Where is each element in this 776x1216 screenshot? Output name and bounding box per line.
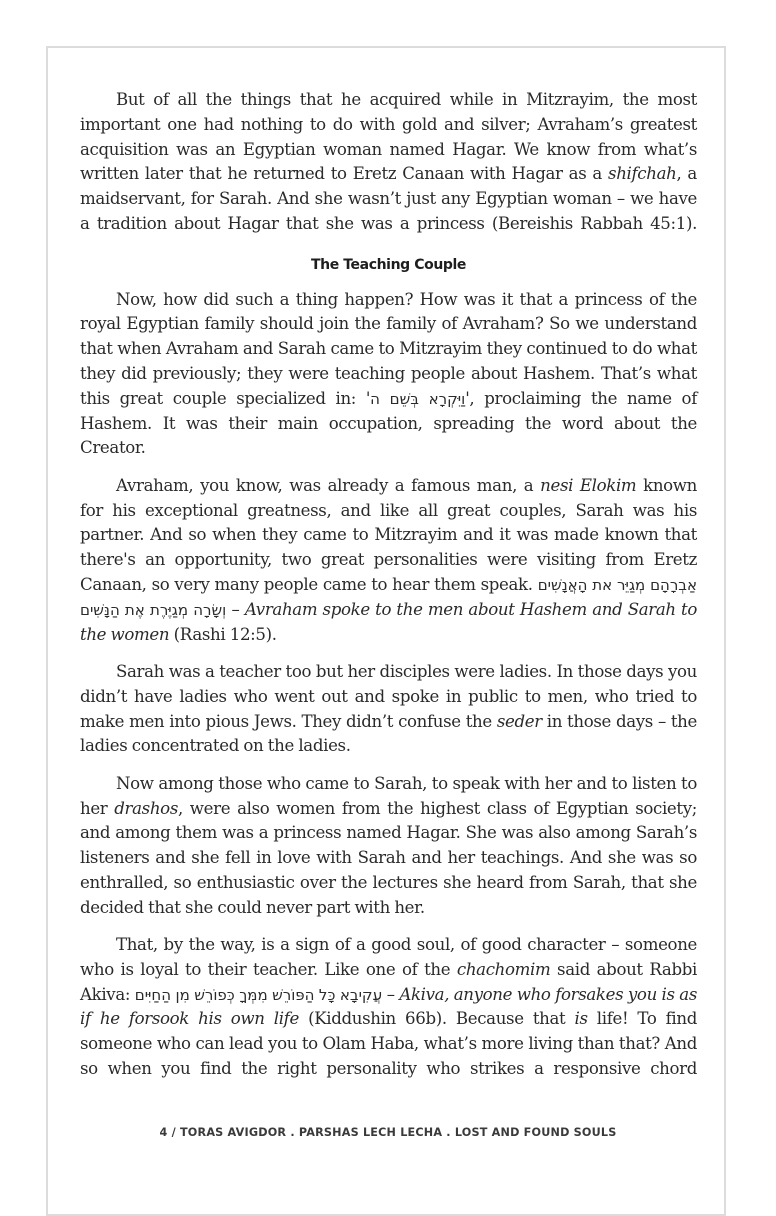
paragraph [80, 474, 697, 648]
text-run: in those days – the ladies concentrated on the ladies. [80, 711, 697, 756]
text-run: Now, how did such a thing happen? How was it that a princess of the royal Egyptian family should join the family of Avraham? So we understand that when Avraham and Sarah came to Mitzrayim they continued to do what they did previously; they were teaching people about Hashem. That’s what this great couple specialized in: ' [80, 289, 697, 408]
text-run: Sarah was a teacher too but her disciples were ladies. In those days you didn’t have ladies who went out and spoke in public to men, who tried to make men into pious Jews. They didn’t confuse the [80, 661, 697, 731]
paragraph [80, 772, 697, 921]
text-run: – [226, 599, 245, 619]
text-run: , were also women from the highest class of Egyptian society; and among them was a princess named Hagar. She was also among Sarah’s listeners and she fell in love with Sarah and her teachings. And she was so enthralled, so enthusiastic over the lectures she heard from Sarah, that she decided that she could never part with her. [80, 798, 697, 917]
paragraph [80, 288, 697, 462]
italic-term: shifchah [608, 164, 677, 184]
paragraph [80, 660, 697, 759]
text-run: Now among those who came to Sarah, to speak with her and to listen to her [80, 773, 697, 818]
text-run: – [382, 984, 400, 1004]
text-run: said about Rabbi Akiva: [80, 959, 697, 1004]
text-run: life! To find someone who can lead you to Olam Haba, what’s more living than that? And so when you find the right personality who strikes a responsive chord [80, 1009, 698, 1079]
hebrew-quote: וַיִּקְרָא בְּשֵׁם ה [370, 389, 466, 408]
text-run: Avraham, you know, was already a famous man, a [116, 475, 541, 495]
paragraph [80, 88, 697, 237]
italic-term: drashos [114, 798, 178, 818]
text-run: (Rashi 12:5). [169, 624, 277, 644]
text-run: ', proclaiming the name of Hashem. It was their main occupation, spreading the word about the Creator. [80, 388, 697, 458]
italic-term: Avraham spoke to the men about Hashem and Sarah to the women [80, 599, 698, 644]
italic-term: chachomim [456, 959, 551, 979]
hebrew-quote: עֲקִיבָא כָּל הַפּוֹרֵשׁ מִמְּךָ כְּפוֹרֵשׁ מִן הַחַיִּים [134, 985, 383, 1004]
italic-term: Akiva, anyone who forsakes you is as if he forsook his own life [80, 984, 698, 1029]
paragraph [80, 933, 697, 1082]
body-section [80, 288, 697, 1082]
hebrew-quote: אַבְרָהָם מְגַיֵּר את הָאֲנָשִׁים וְשָׂרָה מְגַיֶּרֶת אֶת הַנָּשִׁים [80, 575, 697, 619]
italic-term: nesi Elokim [540, 475, 637, 495]
page-content [80, 88, 697, 1094]
text-run: (Kiddushin 66b). Because that [298, 1009, 575, 1029]
text-run: That, by the way, is a sign of a good soul, of good character – someone who is loyal to their teacher. Like one of the [80, 935, 697, 979]
italic-term: seder [496, 711, 542, 731]
section-heading: The Teaching Couple [310, 256, 467, 273]
intro-section [80, 88, 697, 237]
text-run: known for his exceptional greatness, and like all great couples, Sarah was his partner. And so when they came to Mitzrayim and it was made known that there's an opportunity, two great personalities were visiting from Eretz Canaan, so very many people came to hear them speak. [80, 475, 697, 594]
text-run: , a maidservant, for Sarah. And she wasn’t just any Egyptian woman – we have a tradition about Hagar that she was a princess (Bereishis Rabbah 45:1). [80, 164, 697, 233]
italic-term: is [574, 1009, 588, 1029]
page-footer: 4 / TORAS AVIGDOR . PARSHAS LECH LECHA . LOST AND FOUND SOULS [159, 1126, 617, 1139]
text-run: But of all the things that he acquired while in Mitzrayim, the most important one had nothing to do with gold and silver; Avraham’s greatest acquisition was an Egyptian woman named Hagar. We know from what’s written later that he returned to Eretz Canaan with Hagar as a [80, 90, 697, 184]
